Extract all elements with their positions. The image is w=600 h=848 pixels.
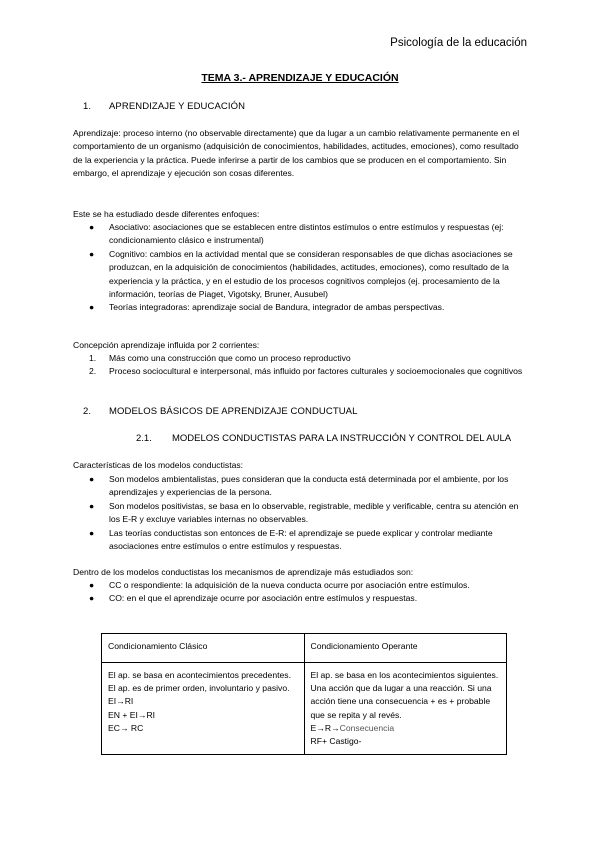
bullet-icon: ●: [89, 474, 95, 484]
list-item: ● Las teorías conductistas son entonces de E-R: el aprendizaje se puede explicar y controlar mediante asociaciones entre estímulos o entre estímulos y respuestas.: [89, 527, 493, 552]
bullet-icon: ●: [89, 222, 95, 232]
list-item: ● Son modelos positivistas, se basa en lo observable, registrable, medible y verificable, centra su atención en los E-R y excluye variables internas no observables.: [89, 500, 519, 525]
bullet-icon: ●: [89, 500, 95, 511]
section-1-label: APRENDIZAJE Y EDUCACIÓN: [109, 101, 246, 112]
list-item: ● Cognitivo: cambios en la actividad mental que se consideran responsables de que dichas asociaciones se produzcan, en la adquisición de conocimientos (habilidades, actitudes, emociones), como resultado de la experiencia y la práctica, y en el estudio de los procesos cognitivos complejos (ej. procesamiento de la información, teorías de Piaget, Vigotsky, Bruner, Ausubel): [89, 248, 513, 300]
list-item: ● CO: en el que el aprendizaje ocurre por asociación entre estímulos y respuestas.: [73, 592, 525, 605]
table-row: [102, 663, 507, 755]
title-text: TEMA 3.- APRENDIZAJE Y EDUCACIÓN: [201, 72, 399, 84]
comparison-table: [101, 633, 507, 755]
mechanisms-intro: Dentro de los modelos conductistas los mecanismos de aprendizaje más estudiados son:: [73, 567, 414, 577]
approaches-list: [73, 221, 525, 315]
table-cell-operant: El ap. se basa en los acontecimientos siguientes. Una acción que da lugar a una reacción. Si una acción tiene una consecuencia + es + probable que se repita y al revés. E→R→Consecuencia RF+ Castigo-: [304, 663, 507, 755]
features-list: [73, 473, 525, 553]
section-2-heading: [83, 406, 358, 417]
bullet-icon: ●: [89, 580, 95, 590]
running-header: Psicología de la educación: [390, 37, 527, 49]
section-2-1-heading: [136, 433, 511, 444]
list-item: 1. Más como una construcción que como un proceso reproductivo: [89, 353, 351, 363]
section-2-1-number: 2.1.: [136, 433, 152, 444]
list-item: ● Son modelos ambientalistas, pues consideran que la conducta está determinada por el ambiente, por los aprendizajes y experiencias de la persona.: [89, 474, 509, 498]
section-1-number: 1.: [83, 101, 92, 112]
mechanisms-list: [73, 579, 525, 606]
table-header-cell: Condicionamiento Clásico: [102, 634, 305, 663]
features-intro: Características de los modelos conductistas:: [73, 460, 244, 470]
list-item: ● Asociativo: asociaciones que se establecen entre distintos estímulos o entre estímulos y respuestas (ej: condicionamiento clásico e instrumental): [89, 222, 504, 246]
bullet-icon: ●: [89, 593, 95, 604]
table-cell-classical: El ap. se basa en acontecimientos precedentes. El ap. es de primer orden, involuntario y pasivo. EI→RI EN + EI→RI EC→ RC: [102, 663, 305, 755]
table-header-row: [102, 634, 507, 663]
conception-intro: Concepción aprendizaje influida por 2 corrientes:: [73, 340, 260, 350]
approaches-intro: Este se ha estudiado desde diferentes enfoques:: [73, 209, 260, 219]
definition-paragraph: Aprendizaje: proceso interno (no observable directamente) que da lugar a un cambio relativamente permanente en el comportamiento de un organismo (adquisición de conocimientos, habilidades, actitudes, emociones), como resultado de la experiencia y la práctica. Puede inferirse a partir de los cambios que se producen en el comportamiento. Sin embargo, el aprendizaje y ejecución son cosas diferentes.: [73, 128, 520, 179]
section-2-1-label: MODELOS CONDUCTISTAS PARA LA INSTRUCCIÓN Y CONTROL DEL AULA: [172, 433, 512, 444]
section-2-number: 2.: [83, 406, 92, 417]
list-item: ● Teorías integradoras: aprendizaje social de Bandura, integrador de ambas perspectivas.: [73, 301, 525, 314]
list-item: ● CC o respondiente: la adquisición de la nueva conducta ocurre por asociación entre estímulos.: [73, 579, 525, 592]
bullet-icon: ●: [89, 527, 95, 538]
conception-list: [73, 352, 525, 379]
document-title: [0, 72, 600, 84]
section-1-heading: [83, 101, 245, 112]
section-2-label: MODELOS BÁSICOS DE APRENDIZAJE CONDUCTUAL: [109, 406, 358, 417]
list-item: 2. Proceso sociocultural e interpersonal, más influido por factores culturales y socioemocionales que cognitivos: [89, 366, 523, 377]
bullet-icon: ●: [89, 302, 95, 313]
bullet-icon: ●: [89, 248, 95, 259]
table-header-cell: Condicionamiento Operante: [304, 634, 507, 663]
